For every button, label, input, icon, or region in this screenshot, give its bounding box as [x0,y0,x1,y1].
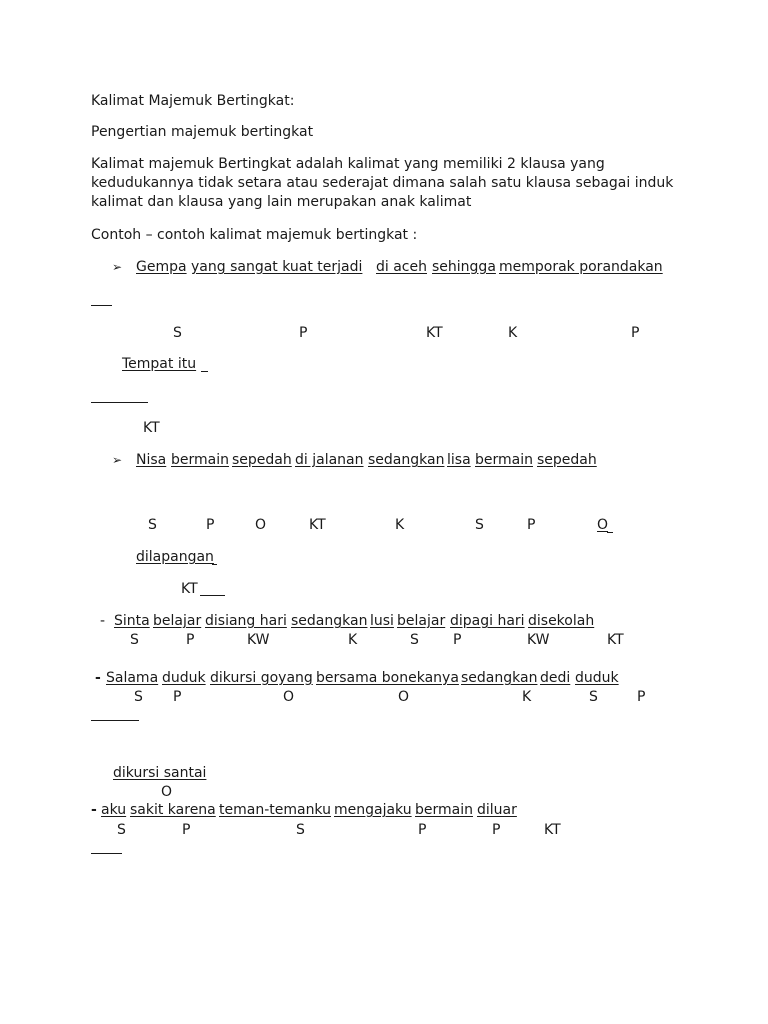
ex3-label: KW [527,632,550,648]
ex4-word: Salama [106,670,159,686]
ex1-word: memporak porandakan [499,259,663,275]
ex3-word: disiang hari [205,613,287,629]
ex4-label: O [398,689,410,705]
ex3-label: KT [607,632,624,648]
ex4-word: dedi [540,670,571,686]
ex2-label: KT [309,517,326,533]
ex3-label: S [410,632,419,648]
ex2-cont-label: KT [181,581,198,597]
blank-line [200,595,225,596]
ex1-word: sehingga [432,259,496,275]
ex4-label: S [589,689,598,705]
blank-line [607,532,613,533]
ex3-word: lusi [370,613,394,629]
ex1-cont-label: KT [143,420,160,436]
blank-line [212,564,217,565]
ex4-label: P [173,689,182,705]
ex4-cont-label: O [161,784,173,800]
ex2-label: O [255,517,267,533]
ex4-label: S [134,689,143,705]
ex1-word: Gempa [136,259,187,275]
ex3-word: Sinta [114,613,150,629]
ex2-word: sepedah [232,452,292,468]
ex4-label: K [522,689,532,705]
blank-line [91,853,122,854]
ex5-label: P [182,822,191,838]
ex3-word: belajar [397,613,446,629]
ex3-word: disekolah [528,613,595,629]
ex5-label: KT [544,822,561,838]
ex1-label: KT [426,325,443,341]
ex2-label: S [475,517,484,533]
ex3-word: belajar [153,613,202,629]
ex2-word: di jalanan [295,452,364,468]
list-dash: - [95,670,101,686]
ex4-label: O [283,689,295,705]
ex1-label: S [173,325,182,341]
ex5-label: P [492,822,501,838]
document-heading: Kalimat Majemuk Bertingkat: [91,93,295,109]
ex1-label: P [299,325,308,341]
ex1-label: P [631,325,640,341]
ex3-label: KW [247,632,270,648]
bullet-arrow-icon: ➢ [112,453,123,467]
blank-line [201,371,208,372]
definition-subheading: Pengertian majemuk bertingkat [91,124,314,140]
list-dash: - [100,613,106,629]
ex2-word: sepedah [537,452,597,468]
ex5-label: S [296,822,305,838]
blank-line [91,402,148,403]
ex2-word: Nisa [136,452,167,468]
ex1-label: K [508,325,518,341]
list-dash: - [91,802,97,818]
blank-line [91,305,112,306]
ex3-word: sedangkan [291,613,368,629]
definition-line-2: kedudukannya tidak setara atau sederajat dimana salah satu klausa sebagai induk [91,175,674,191]
ex5-word: aku [101,802,127,818]
ex4-label: P [637,689,646,705]
ex3-word: dipagi hari [450,613,525,629]
ex1-word: yang sangat kuat terjadi [191,259,363,275]
ex3-label: P [453,632,462,648]
ex5-word: teman-temanku [219,802,331,818]
bullet-arrow-icon: ➢ [112,260,123,274]
ex2-label: O [597,517,609,533]
ex4-word: dikursi goyang [210,670,313,686]
ex3-label: K [348,632,358,648]
ex5-word: bermain [415,802,473,818]
ex5-word: mengajaku [334,802,412,818]
examples-title: Contoh – contoh kalimat majemuk bertingkat : [91,227,418,243]
ex2-word: lisa [447,452,471,468]
ex4-word: duduk [575,670,619,686]
ex2-word: bermain [475,452,533,468]
ex4-word: sedangkan [461,670,538,686]
ex2-word: sedangkan [368,452,445,468]
definition-line-1: Kalimat majemuk Bertingkat adalah kalimat yang memiliki 2 klausa yang [91,156,605,172]
ex1-word: di aceh [376,259,427,275]
ex2-word: bermain [171,452,229,468]
ex5-label: P [418,822,427,838]
ex2-label: K [395,517,405,533]
ex4-word: bersama bonekanya [316,670,459,686]
ex1-cont-word: Tempat itu [122,356,197,372]
ex3-label: P [186,632,195,648]
ex5-word: sakit karena [130,802,216,818]
ex3-label: S [130,632,139,648]
ex2-label: P [206,517,215,533]
ex4-word: duduk [162,670,206,686]
ex4-cont-word: dikursi santai [113,765,207,781]
ex2-label: P [527,517,536,533]
ex2-label: S [148,517,157,533]
ex2-cont-word: dilapangan [136,549,214,565]
ex5-word: diluar [477,802,517,818]
ex5-label: S [117,822,126,838]
blank-line [91,720,139,721]
definition-line-3: kalimat dan klausa yang lain merupakan anak kalimat [91,194,472,210]
